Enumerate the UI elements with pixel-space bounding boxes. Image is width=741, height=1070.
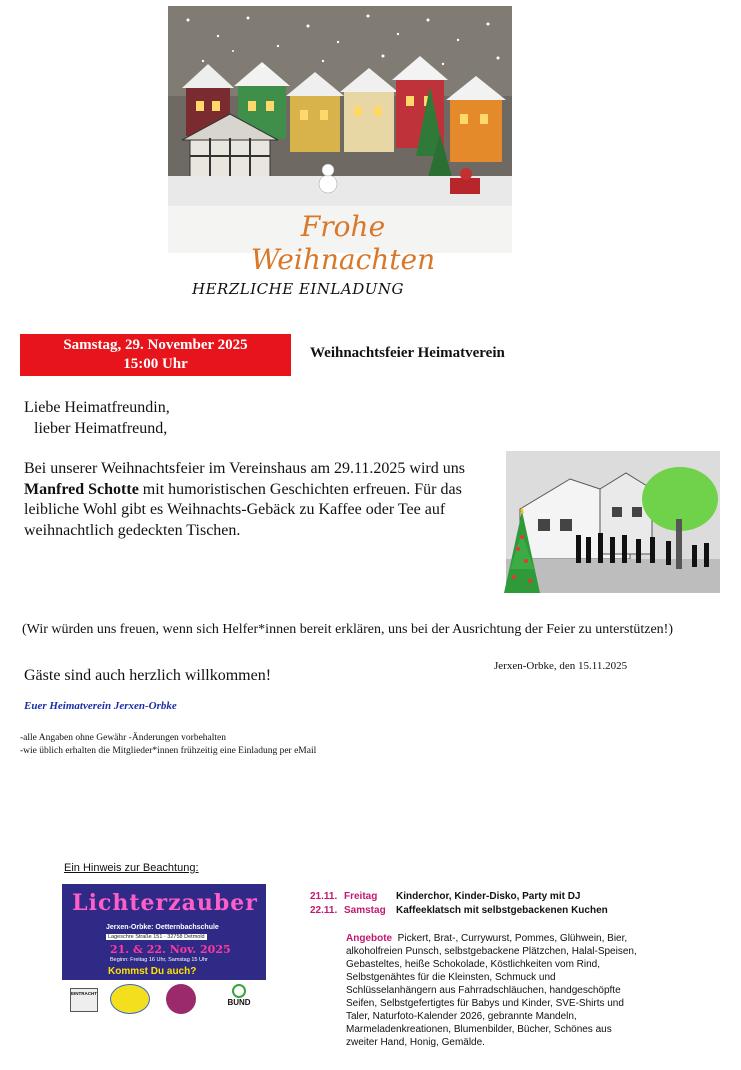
helper-request: (Wir würden uns freuen, wenn sich Helfer*innen bereit erklären, uns bei der Ausrichtung der Feier zu unterstützen!) (22, 622, 673, 637)
christmas-card-image (168, 6, 512, 276)
flyer-cta: Kommst Du auch? (108, 966, 197, 977)
notice-heading: Ein Hinweis zur Beachtung: (64, 862, 199, 874)
date-banner (20, 334, 291, 376)
schedule-row-friday (310, 891, 581, 902)
place-date: Jerxen-Orbke, den 15.11.2025 (494, 660, 628, 672)
flyer-location: Jerxen-Orbke: Oetternbachschule (106, 924, 219, 931)
schedule-day: Freitag (344, 891, 378, 902)
flyer-title: Lichterzauber (72, 890, 258, 916)
schedule-text: Kaffeeklatsch mit selbstgebackenen Kuchen (396, 905, 608, 916)
offers-label: Angebote (346, 933, 393, 944)
flyer-times: Beginn: Freitag 16 Uhr, Samstag 15 Uhr (110, 957, 208, 963)
offers-text: Pickert, Brat-, Currywurst, Pommes, Glühwein, Bier, alkoholfreien Punsch, selbstgebackene Plätzchen, Halal-Speisen, Gebasteltes, heiße Schokolade, Köstlichkeiten vom Rind, Selbstgenähtes für die Kleinsten, Schmuck und Schlüsselanhängern aus Fahrradschläuchen, handgeschöpfte Seifen, Selbstgefertigtes für Babys und Kinder, SVE-Shirts und Taler, Naturfoto-Kalender 2026, gebrannte Mandeln, Marmeladenkreationen, Blumenbilder, Bücher, Schönes aus zweiter Hand, Honig, Gemälde. (346, 933, 637, 1048)
lichterzauber-flyer (62, 884, 266, 1018)
disclaimer-changes: -alle Angaben ohne Gewähr -Änderungen vorbehalten (20, 733, 227, 743)
schedule-row-saturday (310, 905, 608, 916)
schedule-date: 22.11. (310, 905, 338, 916)
guest-name: Manfred Schotte (24, 480, 139, 498)
signature: Euer Heimatverein Jerxen-Orbke (24, 700, 177, 712)
time-line: 15:00 Uhr (123, 356, 188, 372)
flyer-address: Lageschre Straße 151 · 32758 Detmold (108, 934, 205, 940)
club-logo (166, 984, 196, 1014)
salutation-female: Liebe Heimatfreundin, (24, 399, 170, 416)
offers-list (346, 932, 646, 1049)
eintracht-logo (70, 988, 98, 1012)
guests-welcome: Gäste sind auch herzlich willkommen! (24, 667, 272, 684)
bund-logo (224, 984, 254, 1014)
schedule-day: Samstag (344, 905, 386, 916)
card-greeting: Frohe Weihnachten (250, 210, 436, 276)
school-logo (110, 984, 150, 1014)
bund-logo-text: BUND (227, 998, 251, 1007)
eintracht-logo-text: EINTRACHT (71, 991, 97, 996)
body-part-1: Bei unserer Weihnachtsfeier im Vereinshaus am 29.11.2025 wird uns (24, 460, 465, 477)
invitation-body (24, 459, 494, 541)
disclaimer-members: -wie üblich erhalten die Mitglieder*innen frühzeitig eine Einladung per eMail (20, 746, 317, 756)
salutation-male: lieber Heimatfreund, (34, 420, 168, 437)
invitation-heading: HERZLICHE EINLADUNG (192, 280, 404, 298)
event-title: Weihnachtsfeier Heimatverein (310, 345, 505, 361)
clubhouse-photo (480, 449, 720, 595)
schedule-date: 21.11. (310, 891, 338, 902)
schedule-text: Kinderchor, Kinder-Disko, Party mit DJ (396, 891, 581, 902)
body-part-2: mit humoristischen Geschichten erfreuen. Für das leibliche Wohl gibt es Weihnachts-Gebäck zu Kaffee oder Tee auf weihnachtlich gedeckten Tischen. (24, 480, 462, 539)
bund-leaf-icon (232, 984, 246, 998)
date-line: Samstag, 29. November 2025 (63, 337, 248, 353)
flyer-dates: 21. & 22. Nov. 2025 (110, 943, 231, 956)
